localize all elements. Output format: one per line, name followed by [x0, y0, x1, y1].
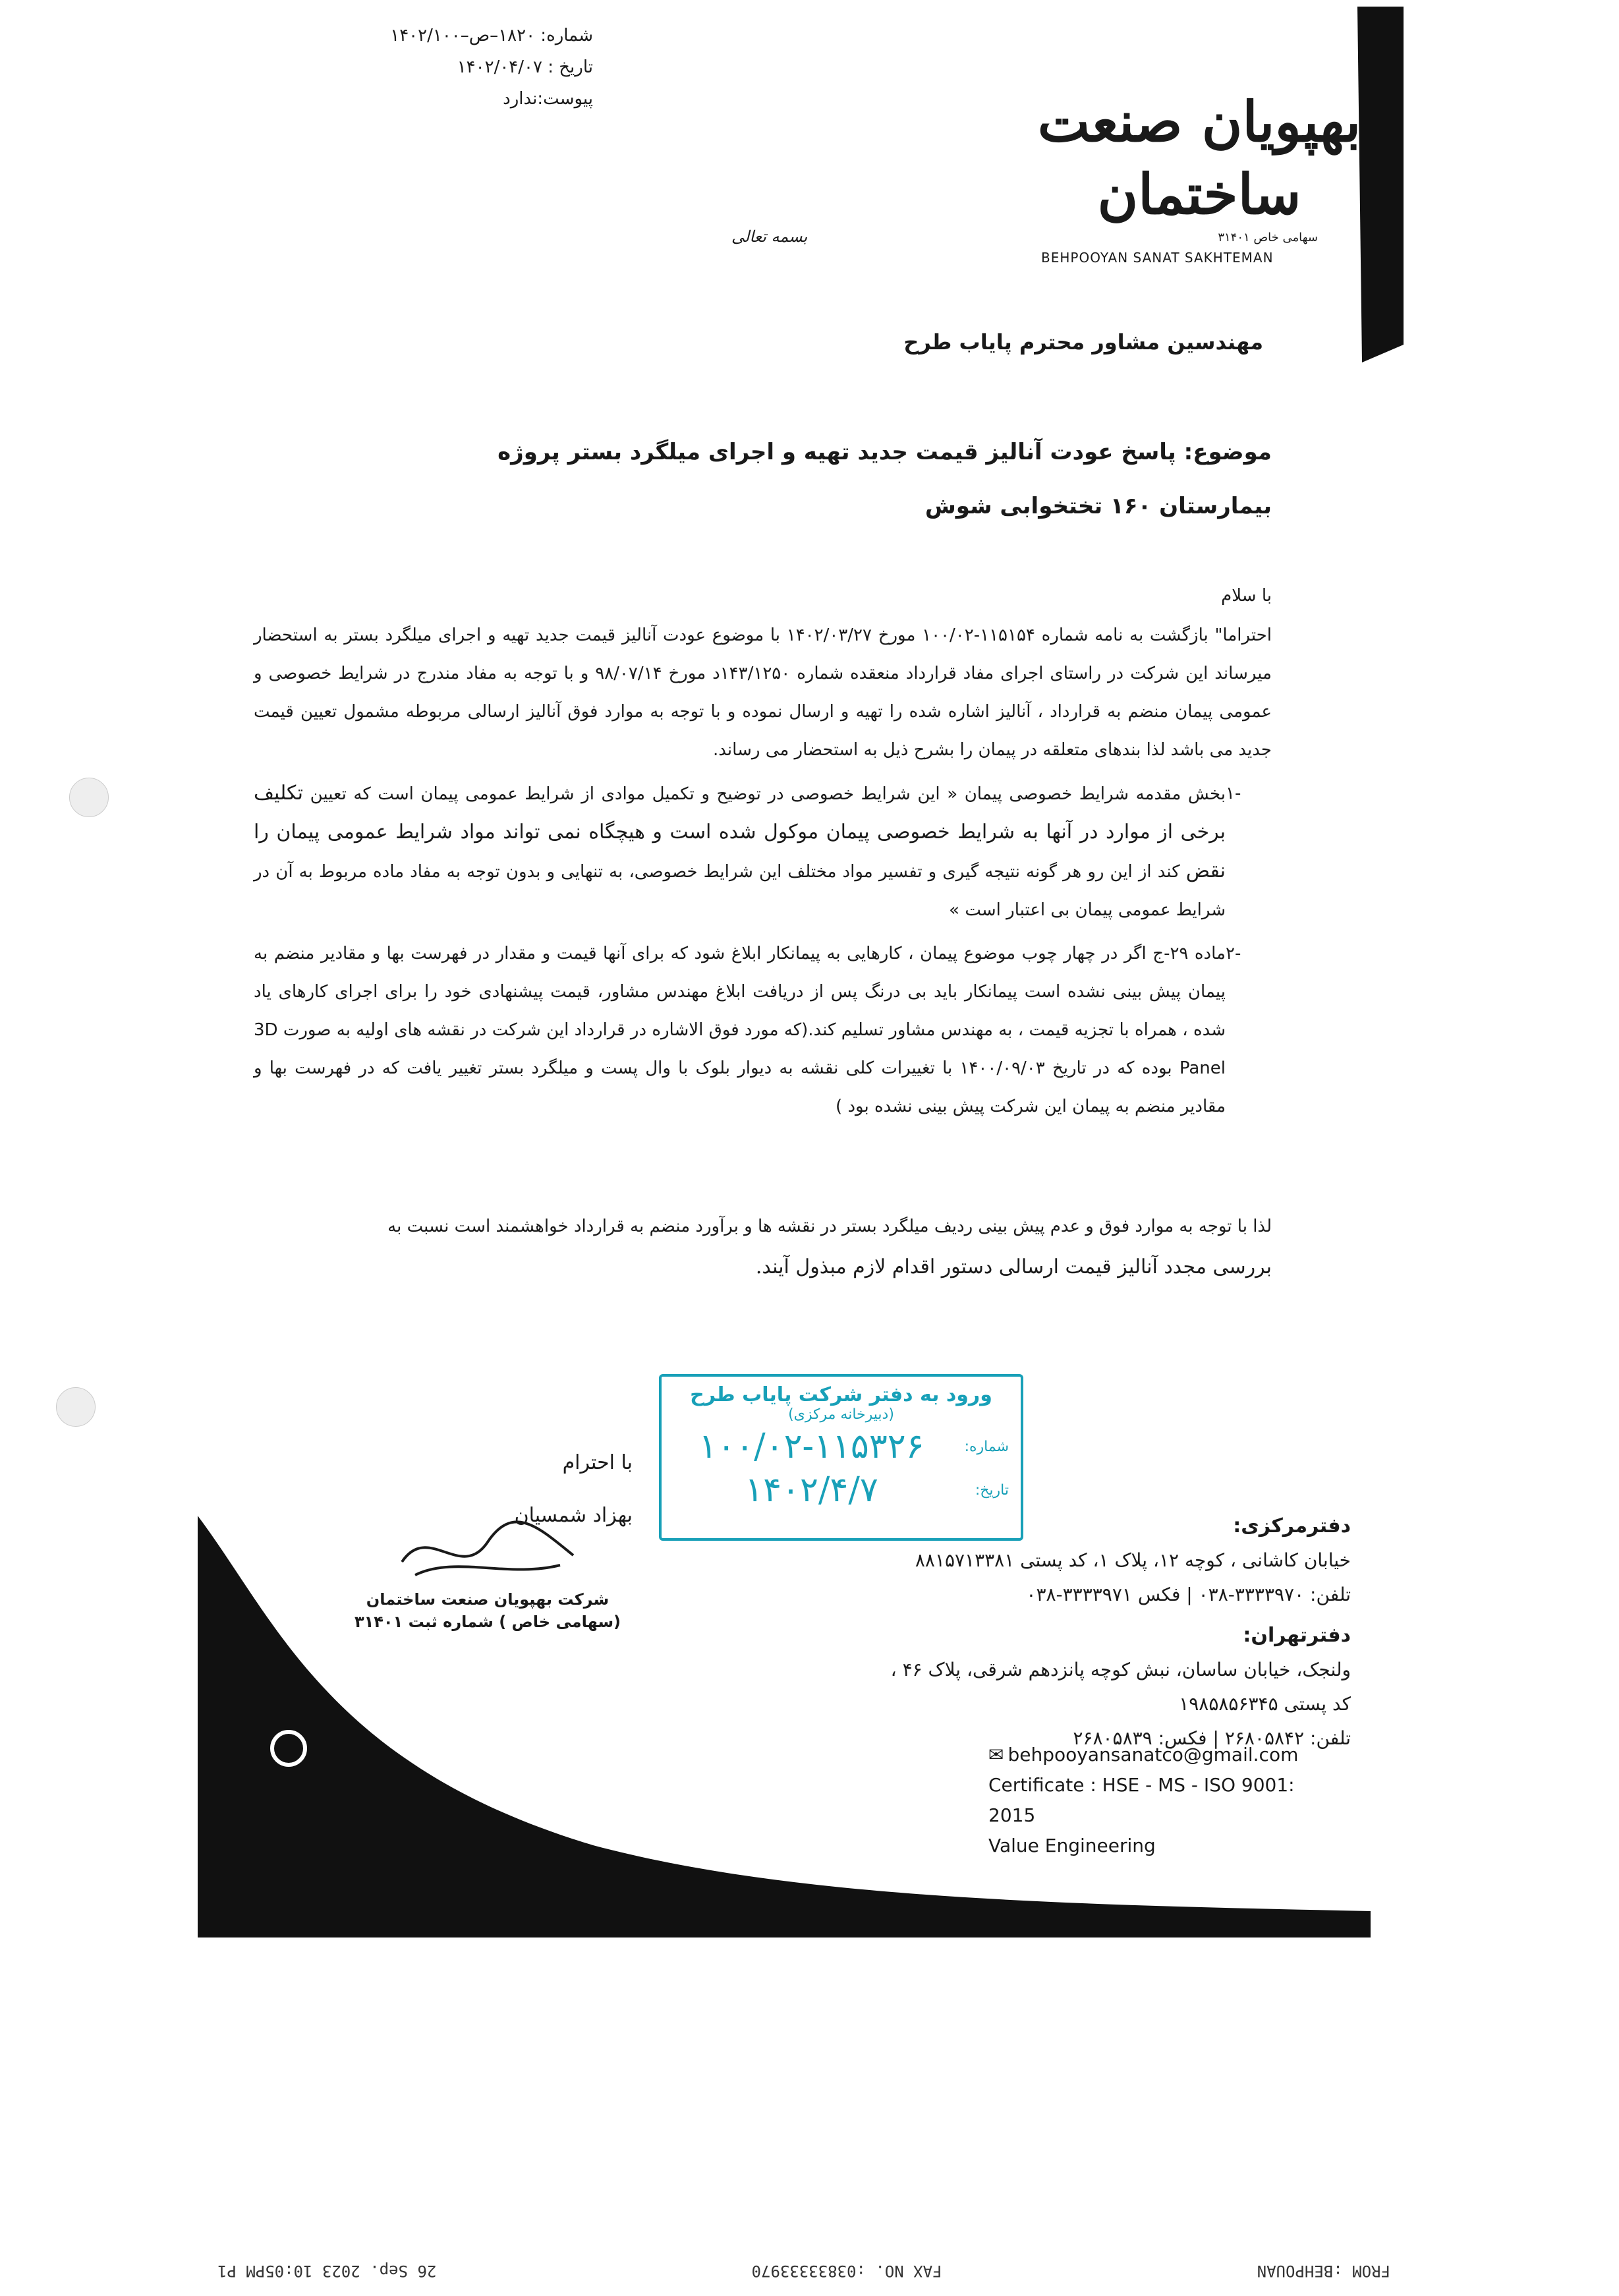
list-item	[254, 774, 1272, 929]
fax-from: FROM :BEHPOUAN	[1257, 2262, 1390, 2280]
company-name-en: BEHPOOYAN SANAT SAKHTEMAN	[1041, 250, 1274, 266]
item-number: -۱	[1226, 784, 1241, 803]
punch-hole	[56, 1387, 96, 1427]
regards: با احترام	[562, 1451, 633, 1474]
tagline: Value Engineering	[988, 1835, 1156, 1856]
signature-scribble-icon	[389, 1516, 586, 1588]
subject: موضوع: پاسخ عودت آنالیز قیمت جدید تهیه و اجرای میلگرد بستر پروژه بیمارستان ۱۶۰ تختخوابی شوش	[497, 439, 1272, 519]
closing-handwritten: بررسی مجدد آنالیز قیمت ارسالی دستور اقدام لازم مبذول آیند.	[755, 1255, 1272, 1278]
company-logo	[1035, 86, 1364, 266]
stamp-date-row	[662, 1470, 1021, 1510]
contact-info	[988, 1740, 1344, 1861]
item-text-a: بخش مقدمه شرایط خصوصی پیمان « این شرایط خصوصی در توضیح و تکمیل موادی از شرایط عمومی پیمان است که تعیین	[310, 784, 1226, 804]
stamp-number-value: ۱۰۰/۰۲-۱۱۵۳۲۶	[698, 1427, 924, 1466]
fax-header	[217, 2262, 1390, 2280]
addressee: مهندسین مشاور محترم پایاب طرح	[903, 330, 1263, 355]
item-text: ماده ۲۹-ج اگر در چهار چوب موضوع پیمان ، کارهایی به پیمانکار ابلاغ شود که برای آنها قیمت و مقدار در فهرست بها و مقادیر منضم به پیمان پیش بینی نشده است پیمانکار باید بی درنگ پس از دریافت ابلاغ مهندس مشاور، قیمت پیشنهادی خود را برای اجرای کارهای یاد شده ، همراه با تجزیه قیمت ، به مهندس مشاور تسلیم کند.(که مورد فوق الاشاره در قرارداد این شرکت در نقشه های اولیه به صورت 3D Panel بوده که در تاریخ ۱۴۰۰/۰۹/۰۳ با تغییرات کلی نقشه به دیوار بلوک با وال پست و میلگرد بستر تغییر یافت که در فهرست بها و مقادیر منضم به پیمان این شرکت پیش بینی نشده بود )	[254, 944, 1226, 1116]
bismillah: بسمه تعالی	[731, 227, 808, 246]
company-registration: سهامی خاص ۳۱۴۰۱	[1218, 231, 1318, 244]
stamp-date-label: تاریخ:	[975, 1481, 1009, 1499]
email-icon: ✉	[988, 1744, 1004, 1765]
stamp-title: ورود به دفتر شرکت پایاب طرح	[690, 1383, 992, 1406]
signer-name: بهزاد شمسیان	[514, 1504, 633, 1527]
central-office-address: خیابان کاشانی ، کوچه ۱۲، پلاک ۱، کد پستی ۸۸۱۵۷۱۳۳۸۱	[915, 1549, 1351, 1571]
email-address: behpooyansanatco@gmail.com	[1008, 1744, 1299, 1765]
letter-number: شماره: ۱۸۲۰–ص–۱۴۰۲/۱۰۰	[390, 26, 593, 45]
stamp-number-label: شماره:	[964, 1438, 1009, 1455]
email-row	[988, 1740, 1344, 1770]
intro-paragraph: احتراما" بازگشت به نامه شماره ۱۱۵۱۵۴-۱۰۰/۰۲ مورخ ۱۴۰۲/۰۳/۲۷ با موضوع عودت آنالیز قیمت جدید تهیه و اجرای میلگرد بستر به استحضار میرساند این شرکت در راستای اجرای مفاد قرارداد منعقده شماره ۱۴۳/۱۲۵۰د مورخ ۹۸/۰۷/۱۴ و با توجه به مفاد مندرج در شرایط خصوصی و عمومی پیمان منضم به قرارداد ، آنالیز اشاره شده را تهیه و ارسال نموده و با توجه به موارد فوق آنالیز ارسالی مربوطه مشمول تعیین قیمت جدید می باشد لذا بندهای متعلقه در پیمان را بشرح ذیل به استحضار می رساند.	[254, 625, 1272, 760]
central-office-title: دفترمرکزی:	[1233, 1514, 1351, 1537]
central-office-phone: تلفن: ۳۳۳۳۹۷۰-۰۳۸ | فکس ۳۳۳۳۹۷۱-۰۳۸	[1026, 1584, 1351, 1605]
item-number: -۲	[1226, 944, 1241, 963]
tehran-office-title: دفترتهران:	[1243, 1624, 1351, 1647]
company-name-fa: بهپویان صنعت ساختمان	[1037, 89, 1361, 227]
punch-hole	[69, 778, 109, 817]
seal-line-1: شرکت بهپویان صنعت ساختمان	[366, 1590, 610, 1609]
certificate: Certificate : HSE - MS - ISO 9001: 2015	[988, 1774, 1295, 1826]
footer-ring-icon	[270, 1730, 307, 1767]
list-item	[254, 934, 1272, 1126]
letterhead-stripe	[1357, 7, 1404, 362]
item-text-handwritten: تکلیف برخی از موارد در آنها به شرایط خصوصی پیمان موکول شده است و هیچگاه نمی تواند مواد شرایط عمومی پیمان را نقض	[254, 782, 1226, 882]
office-addresses	[876, 1509, 1351, 1756]
item-text	[254, 774, 1226, 929]
letter-date: تاریخ : ۱۴۰۲/۰۴/۰۷	[457, 57, 593, 77]
greeting: با سلام	[1221, 586, 1272, 606]
closing-text: لذا با توجه به موارد فوق و عدم پیش بینی ردیف میلگرد بستر در نقشه ها و برآورد منضم به قرارداد خواهشمند است نسبت به	[387, 1217, 1272, 1236]
stamp-number-row	[662, 1427, 1021, 1466]
company-seal	[349, 1516, 626, 1633]
letter-meta	[343, 20, 593, 115]
item-text-b: کند از این رو هر گونه نتیجه گیری و تفسیر مواد مختلف این شرایط خصوصی، به تنهایی و بدون توجه به مفاد ماده مربوط به آن در شرایط عمومی پیمان بی اعتبار است »	[254, 862, 1226, 920]
fax-datetime: 26 Sep. 2023 10:05PM P1	[217, 2262, 437, 2280]
letter-attachment: پیوست:ندارد	[503, 89, 593, 109]
tehran-office-address: ولنجک، خیابان ساسان، نبش کوچه پانزدهم شرقی، پلاک ۴۶ ، کد پستی ۱۹۸۵۸۵۶۳۴۵	[890, 1659, 1351, 1715]
letter-body	[254, 577, 1272, 1126]
stamp-date-value: ۱۴۰۲/۴/۷	[745, 1470, 878, 1510]
stamp-subtitle: (دبیرخانه مرکزی)	[788, 1406, 894, 1423]
closing-paragraph	[254, 1206, 1272, 1288]
seal-line-2: (سهامی خاص ) شماره ثبت ۳۱۴۰۱	[354, 1613, 621, 1631]
fax-number: FAX NO. :03833333970	[751, 2262, 942, 2280]
tehran-office-phone: تلفن: ۲۶۸۰۵۸۴۲ | فکس: ۲۶۸۰۵۸۳۹	[1073, 1727, 1351, 1749]
